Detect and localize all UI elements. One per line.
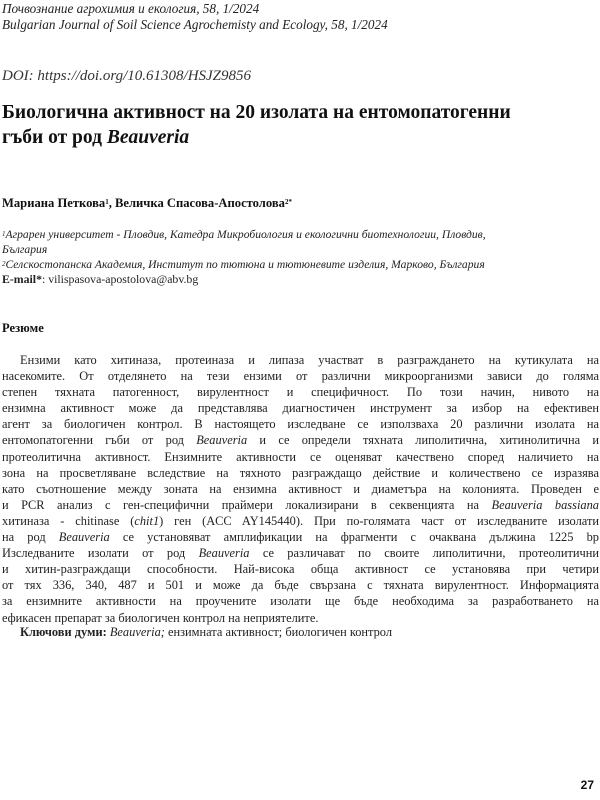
abstract-italic-term: Beauveria bassiana: [491, 497, 599, 512]
abstract-text: ефикасен препарат за биологичен контрол на неприятелите.: [2, 610, 319, 625]
abstract-text: Изследваните изолати от род: [2, 546, 199, 561]
journal-name-bulgarian: Почвознание агрохимия и екология, 58, 1/2024: [2, 1, 260, 16]
abstract-line: [2, 481, 599, 497]
abstract-text: за ензимните активности на проучените изолати ще бъде необходима за разработването на: [2, 594, 599, 609]
doi-link[interactable]: DOI: https://doi.org/10.61308/HSJZ9856: [2, 68, 252, 84]
title-line-2-prefix: гъби от род: [2, 127, 107, 148]
affiliation-2: [2, 257, 600, 272]
affiliation-2-mark: 2: [2, 260, 6, 268]
abstract-text: на род: [2, 530, 59, 545]
title-line-2: [2, 125, 600, 150]
abstract-italic-term: Beauveria: [196, 433, 248, 448]
email-label: E-mail*: [2, 272, 42, 286]
abstract-italic-term: Beauveria: [58, 530, 110, 545]
abstract-line: [2, 384, 599, 400]
abstract-line: [2, 449, 599, 465]
abstract-line: [2, 513, 599, 529]
keywords: [20, 624, 392, 640]
abstract-text: ензимна активност може да представлява диагностичен инструмент за избор на ефективен: [2, 401, 599, 416]
abstract-text: се установяват амплификации на фрагменти с очаквана дължина 1225 bp: [109, 530, 600, 545]
abstract-text: степен тяхната патогенност, вирулентност и специфичност. По този начин, нивото на: [2, 385, 599, 400]
article-title: [2, 100, 600, 150]
abstract-line: [2, 497, 599, 513]
keywords-label: Ключови думи:: [20, 625, 107, 639]
abstract-heading: Резюме: [2, 321, 44, 335]
affiliation-1-text: Аграрен университет - Пловдив, Катедра Микробиология и екологични биотехнологии, Пловдив,: [5, 228, 486, 241]
title-line-1: Биологична активност на 20 изолата на ентомопатогенни: [2, 102, 511, 123]
abstract-line: [2, 352, 599, 368]
author-name-2: Величка Спасова-Апостолова: [114, 196, 285, 210]
author-list: [2, 195, 292, 211]
abstract-text: агент за биологичен контрол. В настоящето изследване се използваха 20 различни изолата на: [2, 417, 599, 432]
abstract-line: [2, 416, 599, 432]
journal-name-english: Bulgarian Journal of Soil Science Agrochemisty and Ecology, 58, 1/2024: [2, 17, 388, 32]
abstract-text: ентомопатогенни гъби от род: [2, 433, 197, 448]
abstract-text: и PCR анализ с ген-специфични праймери локализирани в секвенцията на: [2, 497, 492, 512]
corresponding-email: [2, 272, 198, 287]
abstract-text: и се определи тяхната липолитична, хитинолитична и: [247, 433, 599, 448]
abstract-line: [2, 368, 599, 384]
abstract-text: хитиназа - chitinase (: [2, 513, 135, 528]
affiliation-1: [2, 227, 600, 257]
affiliation-1-line-2: България: [2, 243, 48, 256]
abstract-italic-term: chit1: [134, 513, 160, 528]
abstract-line: [2, 593, 599, 609]
affiliation-1-line-1: [2, 227, 600, 242]
abstract-text: се различават по своите липолитични, протеолитични: [249, 546, 599, 561]
abstract-text: ) ген (ACC AY145440). При по-голямата част от изследваните изолати: [159, 513, 599, 528]
author-name-1: Мариана Петкова: [2, 196, 106, 210]
author-2-affiliation-mark: 2*: [284, 198, 292, 206]
title-genus: Beauveria: [106, 127, 190, 148]
abstract-line: [2, 529, 599, 545]
abstract-text: и хитин-разграждащи способности. Най-висока обща активност се установява при четири: [2, 562, 599, 577]
abstract-line: [2, 465, 599, 481]
author-separator: ,: [108, 196, 115, 210]
keywords-list: ензимната активност; биологичен контрол: [164, 625, 393, 639]
author-1-affiliation-mark: 1: [105, 198, 109, 206]
affiliation-1-mark: 1: [2, 230, 6, 238]
abstract-line: [2, 400, 599, 416]
abstract-line: [2, 545, 599, 561]
abstract-line: [2, 561, 599, 577]
abstract-text: от тях 336, 340, 487 и 501 и може да бъде свързана с тяхната вирулентност. Информацията: [2, 578, 599, 593]
abstract-line: [2, 432, 599, 448]
email-separator: :: [41, 272, 49, 286]
abstract-text: като съотношение между зоната на ензимна активност и диаметъра на колонията. Проведен е: [2, 481, 599, 496]
abstract-text: протеолитична активност. Ензимните активности се оценяват качествено според наличието на: [2, 449, 599, 464]
keyword-genus: Beauveria;: [109, 625, 165, 639]
abstract-body: [2, 352, 599, 626]
abstract-italic-term: Beauveria: [198, 546, 250, 561]
abstract-line: [2, 577, 599, 593]
abstract-text: насекомите. От отделянето на тези ензими от различни микроорганизми зависи до голяма: [2, 369, 599, 384]
page-number: 27: [580, 778, 594, 792]
abstract-text: Ензими като хитиназа, протеиназа и липаза участват в разграждането на кутикулата на: [20, 353, 599, 367]
abstract-text: зона на просветляване вследствие на тяхното разграждащо действие и количествено се изразява: [2, 465, 599, 480]
affiliation-2-text: Селскостопанска Академия, Институт по тютюна и тютюневите изделия, Марково, България: [5, 258, 485, 271]
email-address-link[interactable]: vilispasova-apostolova@abv.bg: [48, 272, 199, 286]
